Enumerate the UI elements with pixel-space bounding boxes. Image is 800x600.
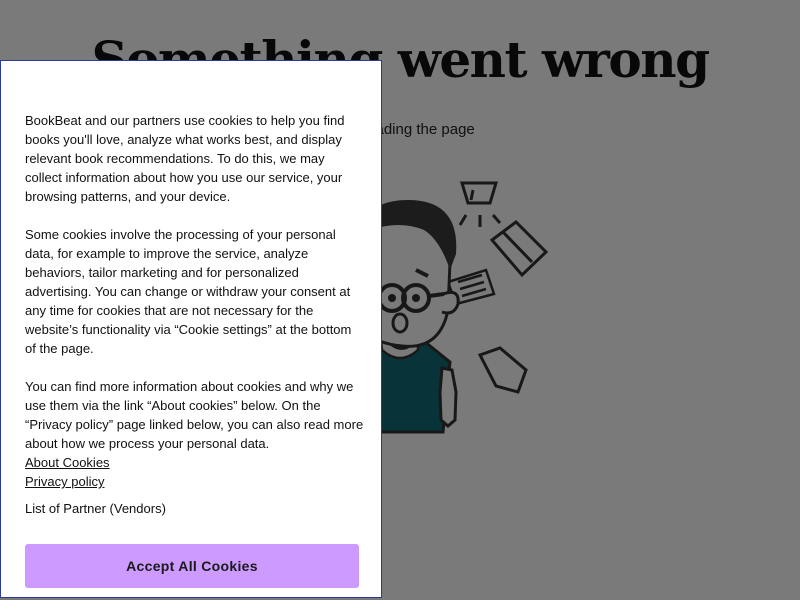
privacy-policy-link[interactable]: Privacy policy [25, 474, 105, 489]
cookie-consent-dialog [0, 60, 382, 598]
about-cookies-link[interactable]: About Cookies [25, 455, 110, 470]
consent-body [25, 111, 365, 518]
consent-paragraph-3: You can find more information about cookies and why we use them via the link “About cookies” below. On the “Privacy policy” page linked below, you can also read more about how we process your personal data. [25, 379, 364, 451]
accept-all-cookies-button[interactable]: Accept All Cookies [25, 544, 359, 588]
consent-paragraph-2: Some cookies involve the processing of your personal data, for example to improve the service, analyze behaviors, tailor marketing and for personalized advertising. You can change or withdraw your consent at any time for cookies that are not necessary for the website’s functionality via “Cookie settings” at the bottom of the page. [25, 227, 352, 356]
partners-vendors-link[interactable]: List of Partner (Vendors) [25, 501, 166, 516]
consent-paragraph-1: BookBeat and our partners use cookies to help you find books you'll love, analyze what works best, and display relevant book recommendations. To do this, we may collect information about how you use our service, your browsing patterns, and your device. [25, 113, 345, 204]
